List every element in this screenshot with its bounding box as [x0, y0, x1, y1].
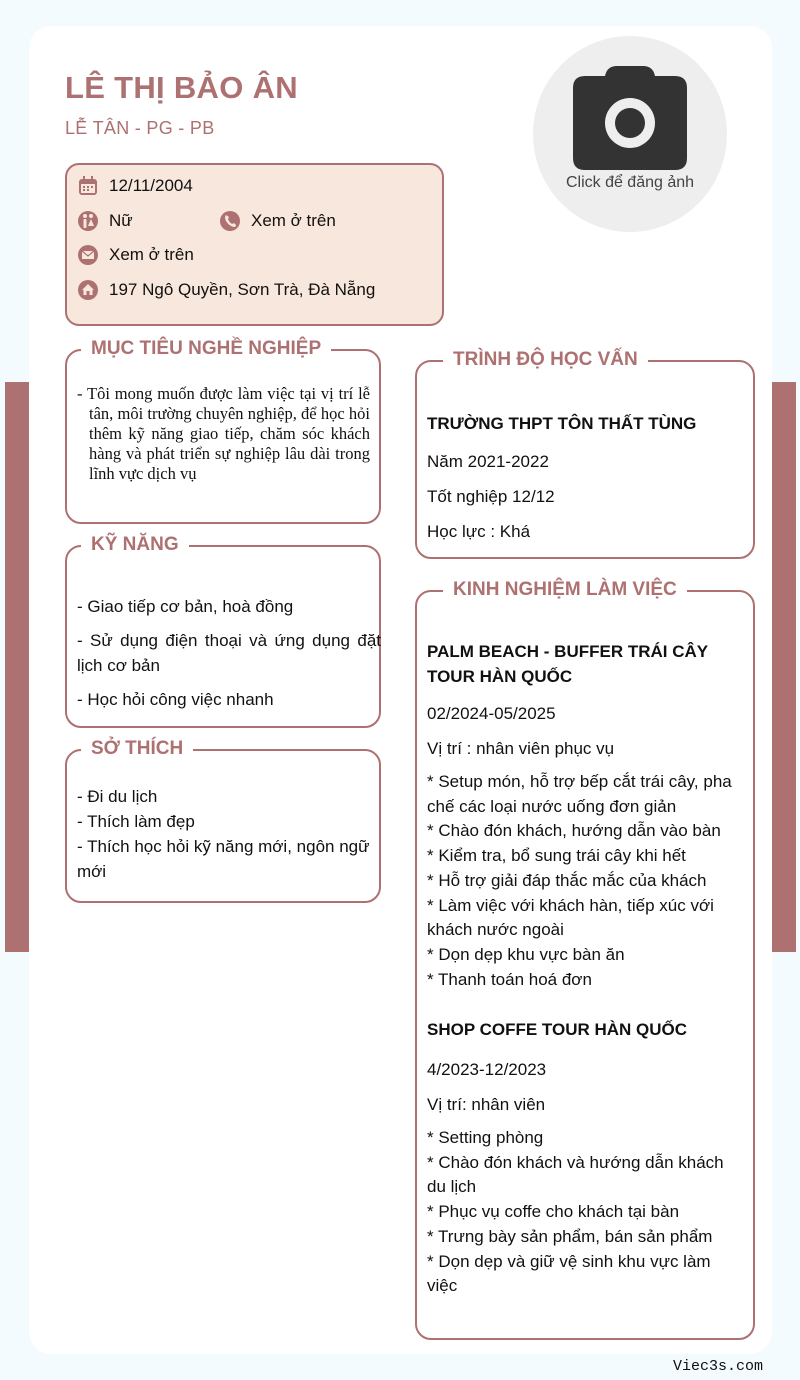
candidate-name: LÊ THỊ BẢO ÂN: [65, 70, 298, 105]
academic-grade: Học lực : Khá: [427, 522, 531, 541]
hobbies-title: SỞ THÍCH: [81, 738, 193, 760]
experience-section: [415, 579, 755, 1340]
job-company: PALM BEACH - BUFFER TRÁI CÂY TOUR HÀN QUỐC: [427, 642, 708, 686]
photo-upload[interactable]: [533, 36, 727, 232]
email-row: [77, 244, 194, 266]
photo-caption: Click để đăng ảnh: [565, 174, 695, 191]
school-name: TRƯỜNG THPT TÔN THẤT TÙNG: [427, 414, 697, 433]
education-title: TRÌNH ĐỘ HỌC VẤN: [443, 349, 648, 371]
gender-row: [77, 210, 133, 232]
job-company: SHOP COFFE TOUR HÀN QUỐC: [427, 1020, 688, 1039]
phone-icon: [219, 210, 241, 232]
left-accent-bar: [5, 382, 29, 952]
skills-title: KỸ NĂNG: [81, 534, 189, 556]
address-value: 197 Ngô Quyền, Sơn Trà, Đà Nẵng: [109, 280, 376, 299]
school-years: Năm 2021-2022: [427, 452, 549, 471]
hobby-item: - Đi du lịch: [77, 787, 158, 806]
skill-item: - Sử dụng điện thoại và ứng dụng đặt lịch cơ bản: [77, 631, 381, 675]
hobbies-section: [65, 738, 381, 903]
skill-item: - Giao tiếp cơ bản, hoà đồng: [77, 597, 294, 616]
phone-row: [219, 210, 336, 232]
experience-title: KINH NGHIỆM LÀM VIỆC: [443, 579, 687, 601]
hobby-item: - Thích học hỏi kỹ năng mới, ngôn ngữ mới: [77, 837, 370, 881]
graduation: Tốt nghiệp 12/12: [427, 487, 555, 506]
job-duties: * Setup món, hỗ trợ bếp cắt trái cây, pha chế các loại nước uống đơn giản * Chào đón khách, hướng dẫn vào bàn * Kiểm tra, bổ sung trái cây khi hết * Hỗ trợ giải đáp thắc mắc của khách * Làm việc với khách hàn, tiếp xúc với khách nước ngoài * Dọn dẹp khu vực bàn ăn * Thanh toán hoá đơn: [427, 772, 732, 989]
skill-item: - Học hỏi công việc nhanh: [77, 690, 274, 709]
gender-icon: [77, 210, 99, 232]
footer-site[interactable]: Viec3s.com: [673, 1358, 764, 1375]
candidate-title: LỄ TÂN - PG - PB: [65, 118, 215, 138]
phone-value: Xem ở trên: [251, 211, 336, 230]
job-duties: * Setting phòng * Chào đón khách và hướng dẫn khách du lịch * Phục vụ coffe cho khách tại bàn * Trưng bày sản phẩm, bán sản phẩm * Dọn dẹp và giữ vệ sinh khu vực làm việc: [427, 1128, 724, 1296]
address-row: [77, 279, 375, 301]
job-period: 02/2024-05/2025: [427, 704, 556, 723]
email-value: Xem ở trên: [109, 245, 194, 264]
hobby-item: - Thích làm đẹp: [77, 812, 195, 831]
job-position: Vị trí: nhân viên: [427, 1095, 546, 1114]
skills-section: [65, 534, 381, 728]
camera-icon: [571, 66, 689, 170]
job-position: Vị trí : nhân viên phục vụ: [427, 739, 615, 758]
objective-text: - Tôi mong muốn được làm việc tại vị trí lễ tân, môi trường chuyên nghiệp, để học hỏi thêm kỹ năng giao tiếp, chăm sóc khách hàng và phát triển sự nghiệp lâu dài trong lĩnh vực dịch vụ: [77, 384, 370, 483]
job-period: 4/2023-12/2023: [427, 1060, 547, 1079]
home-icon: [77, 279, 99, 301]
objective-section: [65, 338, 381, 524]
email-icon: [77, 244, 99, 266]
education-section: [415, 349, 755, 559]
objective-title: MỤC TIÊU NGHỀ NGHIỆP: [81, 338, 331, 360]
birthday-row: [77, 175, 193, 197]
birthday-value: 12/11/2004: [109, 176, 193, 195]
calendar-icon: [77, 175, 99, 197]
gender-value: Nữ: [109, 211, 133, 230]
right-accent-bar: [772, 382, 796, 952]
